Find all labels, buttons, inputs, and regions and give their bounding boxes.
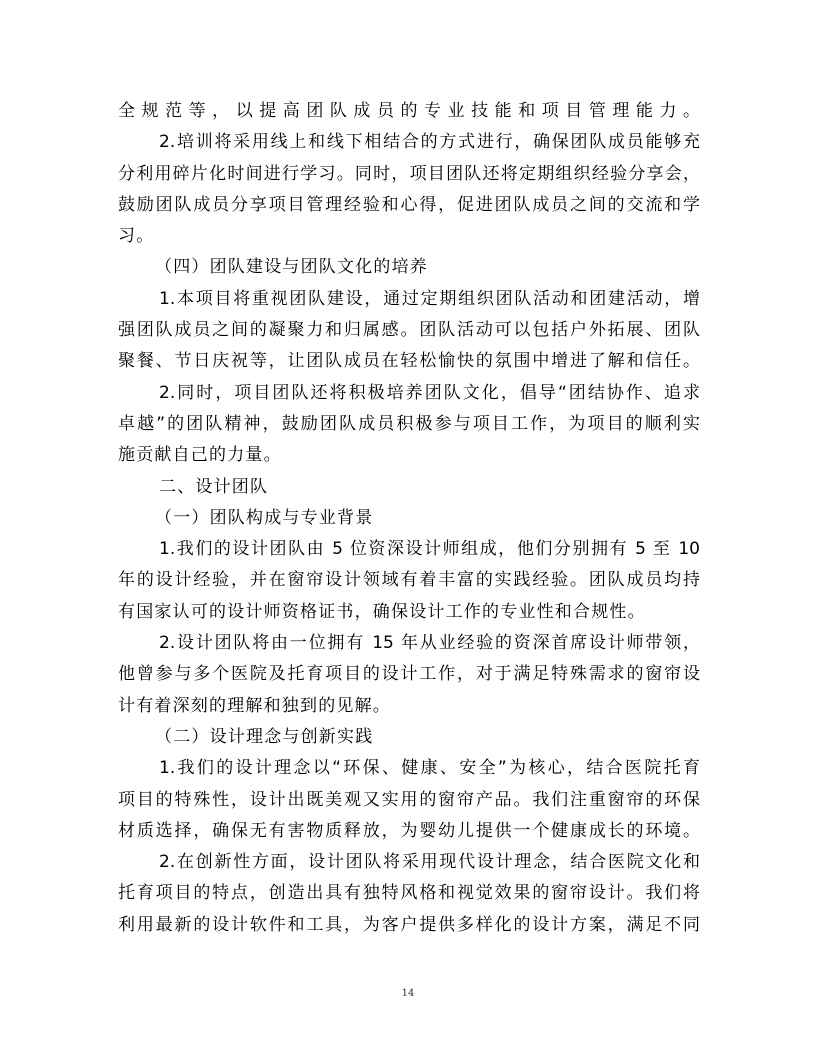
paragraph-line: 2.设计团队将由一位拥有 15 年从业经验的资深首席设计师带领， — [159, 633, 700, 654]
paragraph-line: 1.我们的设计团队由 5 位资深设计师组成，他们分别拥有 5 至 10 — [159, 539, 700, 560]
paragraph-line: 全规范等，以提高团队成员的专业技能和项目管理能力。 — [118, 101, 700, 121]
paragraph-line: 他曾参与多个医院及托育项目的设计工作，对于满足特殊需求的窗帘设 — [118, 664, 700, 685]
paragraph-line: 1.本项目将重视团队建设，通过定期组织团队活动和团建活动，增 — [159, 288, 700, 309]
paragraph-line: 年的设计经验，并在窗帘设计领域有着丰富的实践经验。团队成员均持 — [118, 570, 700, 591]
section-heading: （四）团队建设与团队文化的培养 — [155, 257, 428, 278]
paragraph-line: 有国家认可的设计师资格证书，确保设计工作的专业性和合规性。 — [118, 601, 646, 622]
paragraph-line: 托育项目的特点，创造出具有独特风格和视觉效果的窗帘设计。我们将 — [118, 883, 700, 904]
paragraph-line: 2.培训将采用线上和线下相结合的方式进行，确保团队成员能够充 — [159, 132, 700, 153]
paragraph-line: 分利用碎片化时间进行学习。同时，项目团队还将定期组织经验分享会， — [118, 163, 700, 184]
paragraph-line: 2.在创新性方面，设计团队将采用现代设计理念，结合医院文化和 — [159, 852, 700, 873]
paragraph-line: 1.我们的设计理念以“环保、健康、安全”为核心，结合医院托育 — [159, 758, 700, 779]
paragraph-line: 2.同时，项目团队还将积极培养团队文化，倡导“团结协作、追求 — [159, 382, 700, 403]
paragraph-line: 施贡献自己的力量。 — [118, 445, 282, 466]
paragraph-line: 习。 — [118, 226, 155, 247]
paragraph-line: 鼓励团队成员分享项目管理经验和心得，促进团队成员之间的交流和学 — [118, 194, 700, 215]
paragraph-line: 项目的特殊性，设计出既美观又实用的窗帘产品。我们注重窗帘的环保 — [118, 789, 700, 810]
paragraph-line: 卓越”的团队精神，鼓励团队成员积极参与项目工作，为项目的顺利实 — [118, 413, 700, 434]
section-heading: （二）设计理念与创新实践 — [155, 726, 374, 747]
paragraph-line: 聚餐、节日庆祝等，让团队成员在轻松愉快的氛围中增进了解和信任。 — [118, 351, 700, 372]
chapter-heading: 二、设计团队 — [159, 476, 269, 497]
paragraph-line: 材质选择，确保无有害物质释放，为婴幼儿提供一个健康成长的环境。 — [118, 820, 700, 841]
page-number: 14 — [401, 988, 415, 999]
paragraph-line: 强团队成员之间的凝聚力和归属感。团队活动可以包括户外拓展、团队 — [118, 320, 700, 341]
document-body — [118, 96, 700, 941]
paragraph-line: 利用最新的设计软件和工具，为客户提供多样化的设计方案，满足不同 — [118, 914, 700, 935]
paragraph-line: 计有着深刻的理解和独到的见解。 — [118, 695, 391, 716]
section-heading: （一）团队构成与专业背景 — [155, 507, 374, 528]
